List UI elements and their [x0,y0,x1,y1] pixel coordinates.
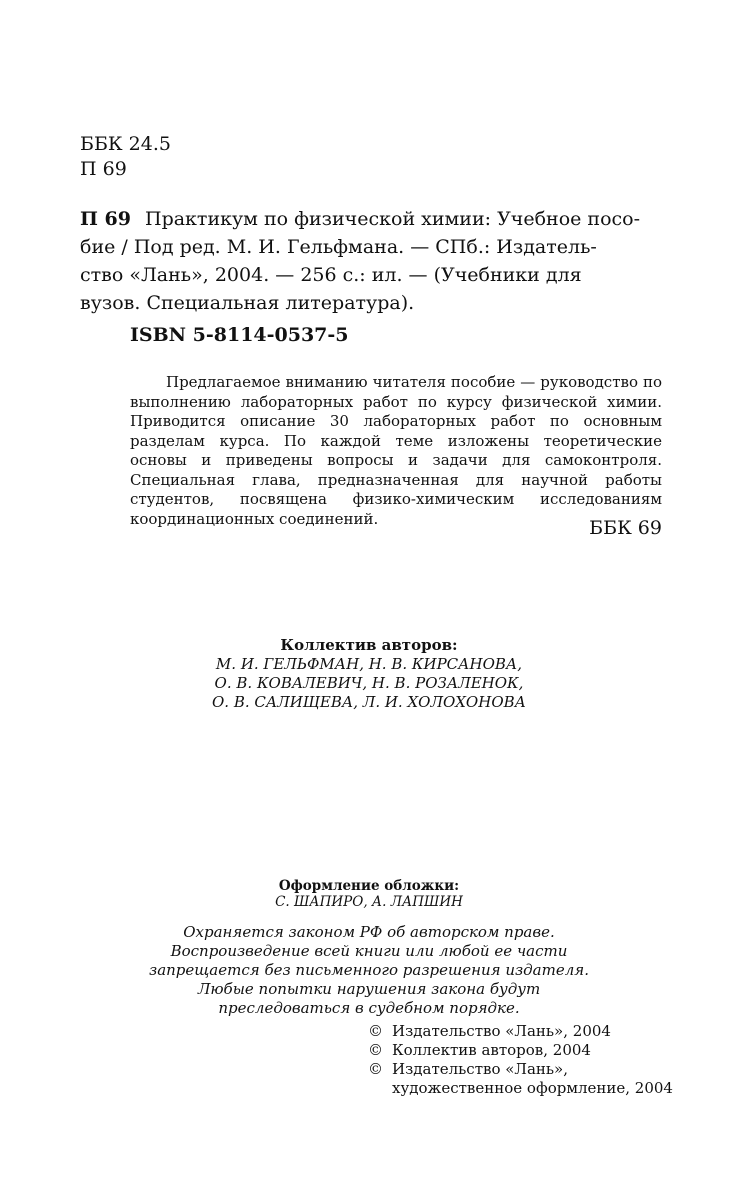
copyright-line-5: преследоваться в судебном порядке. [218,999,520,1017]
copyright-line-4: Любые попытки нарушения закона будут [197,980,541,998]
bbk-index-block [80,132,171,182]
rights-item [368,1022,673,1041]
isbn: ISBN 5-8114-0537-5 [130,324,349,346]
authors-line-3: О. В. САЛИЩЕВА, Л. И. ХОЛОХОНОВА [211,693,526,711]
entry-line-1-text: Практикум по физической химии: Учебное посо- [145,208,641,230]
copyright-icon: © [368,1041,383,1059]
rights-item-text: Издательство «Лань», [392,1060,569,1078]
rights-block [368,1022,673,1098]
rights-item [368,1060,673,1079]
authors-block [0,636,738,712]
authors-line-1: М. И. ГЕЛЬФМАН, Н. В. КИРСАНОВА, [215,655,523,673]
entry-line-3: ство «Лань», 2004. — 256 с.: ил. — (Учебники для [80,264,582,286]
entry-code: П 69 [80,208,131,230]
copyright-line-3: запрещается без письменного разрешения издателя. [149,961,589,979]
rights-item-continuation: художественное оформление, 2004 [392,1079,673,1097]
cover-heading: Оформление обложки: [278,878,460,894]
copyright-notice [0,923,738,1018]
entry-line-4: вузов. Специальная литература). [80,292,415,314]
bbk-bottom-code: ББК 69 [589,517,662,539]
copyright-icon: © [368,1022,383,1040]
rights-item-text: Коллектив авторов, 2004 [392,1041,591,1059]
cover-design-block [0,878,738,910]
bbk-code: ББК 24.5 [80,133,171,155]
cover-names: С. ШАПИРО, А. ЛАПШИН [275,894,463,910]
copyright-icon: © [368,1060,383,1078]
bibliographic-entry [80,205,662,317]
rights-item [368,1041,673,1060]
authors-heading: Коллектив авторов: [280,636,458,654]
author-sign-code: П 69 [80,158,127,180]
copyright-line-2: Воспроизведение всей книги или любой ее части [170,942,568,960]
rights-item-text: Издательство «Лань», 2004 [392,1022,611,1040]
entry-line-1 [80,205,662,233]
abstract-paragraph: Предлагаемое вниманию читателя пособие — руководство по выполнению лабораторных работ по курсу физической химии. Приводится описание 30 лабораторных работ по основным разделам курса. По каждой теме изложены теоретические основы и приведены вопросы и задачи для самоконтроля. Специальная глава, предназначенная для научной работы студентов, посвящена физико-химическим исследованиям координационных соединений. [130,373,662,528]
copyright-line-1: Охраняется законом РФ об авторском праве. [183,923,555,941]
entry-line-2: бие / Под ред. М. И. Гельфмана. — СПб.: Издатель- [80,236,597,258]
authors-line-2: О. В. КОВАЛЕВИЧ, Н. В. РОЗАЛЕНОК, [214,674,524,692]
